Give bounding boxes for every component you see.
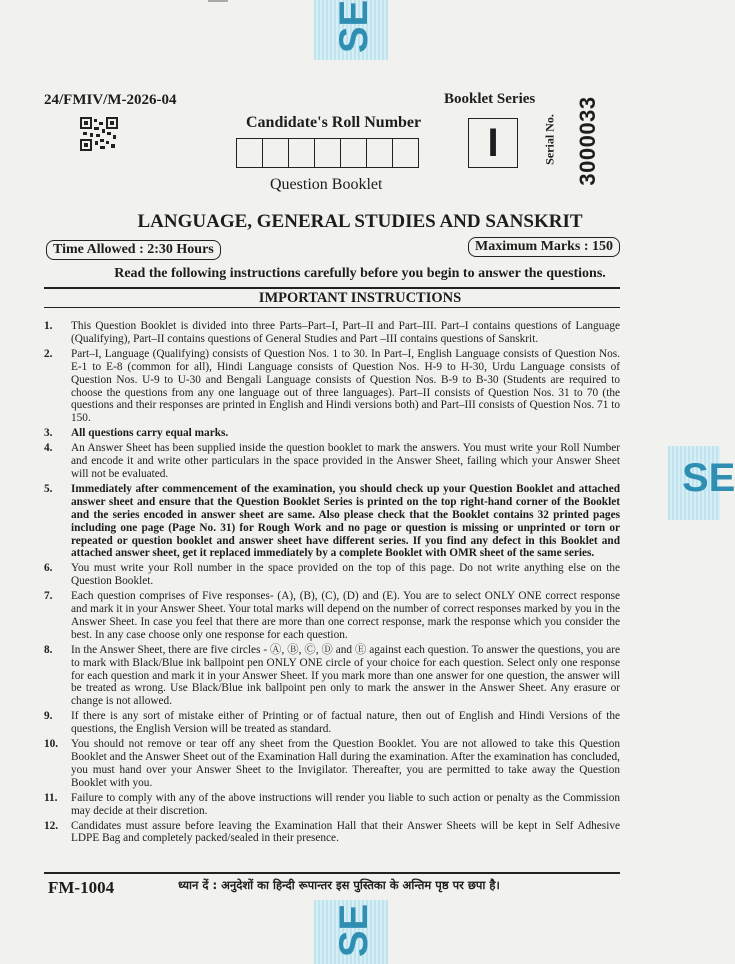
instruction-item: 4. An Answer Sheet has been supplied inside the question booklet to mark the answers. You must write your Roll Number and encode it and write other particulars in the space provided in the Answer Sheet, failing which your Answer Sheet will not be evaluated. xyxy=(44,442,620,480)
instruction-item: 2. Part–I, Language (Qualifying) consists of Question Nos. 1 to 30. In Part–I, English Language consists of Question Nos. E-1 to E-8 (common for all), Hindi Language consists of Question Nos. H-9 to H-30, Urdu Language consists of Question Nos. U-9 to U-30 and Bengali Language consists of Question Nos. B-9 to B-30 (Students are required to choose the questions from any one language out of three languages). Part–II consists of Question Nos. 31 to 70 (the questions and their responses are printed in English and Hindi versions both) and Part–III consists of Question Nos. 71 to 150. xyxy=(44,347,620,425)
roll-digit-box[interactable] xyxy=(341,139,367,167)
important-instructions-title: IMPORTANT INSTRUCTIONS xyxy=(258,290,462,306)
divider xyxy=(44,307,620,308)
instruction-text: Each question comprises of Five responses- (A), (B), (C), (D) and (E). You are to select ONLY ONE correct response and mark it in your Answer Sheet. Your total marks will depend on the number of correct responses marked by you in the Answer Sheet. In case you feel that there are more than one correct response, mark the response which you consider the best. In any case choose only one response for each question. xyxy=(71,590,620,641)
booklet-series-value: I xyxy=(487,120,499,165)
roll-digit-box[interactable] xyxy=(367,139,393,167)
instruction-item: 6. You must write your Roll number in the space provided on the top of this page. Do not write anything else on the Question Booklet. xyxy=(44,562,620,588)
instruction-item: 1. This Question Booklet is divided into three Parts–Part–I, Part–II and Part–III. Part–I contains questions of Language (Qualifying), Part–II contains questions of General Studies and Part –III contains questions of Sanskrit. xyxy=(44,320,620,345)
instruction-item: 8. In the Answer Sheet, there are five circles - Ⓐ, Ⓑ, Ⓒ, Ⓓ and Ⓔ against each question. To answer the questions, you are to mark with Black/Blue ink ballpoint pen ONLY ONE circle of your choice for each question. Select only one response for each question and mark it in your Answer Sheet. If you mark more than one answer for one question, the answer will be treated as wrong. Use Black/Blue ink ballpoint pen only to mark the answer in the Answer Sheet. Any erasure or change is not allowed. xyxy=(44,643,620,708)
instruction-text: An Answer Sheet has been supplied inside the question booklet to mark the answers. You must write your Roll Number and encode it and write other particulars in the space provided in the Answer Sheet, failing which your Answer Sheet will not be evaluated. xyxy=(71,442,620,480)
roll-number-title: Candidate's Roll Number xyxy=(246,114,422,131)
instruction-item: 9. If there is any sort of mistake either of Printing or of factual nature, then out of English and Hindi Versions of the questions, the English Version will be treated as standard. xyxy=(44,710,620,736)
instruction-text: You must write your Roll number in the space provided on the top of this page. Do not write anything else on the Question Booklet. xyxy=(71,562,620,588)
hindi-note: ध्यान दें : अनुदेशों का हिन्दी रूपान्तर इस पुस्तिका के अन्तिम पृष्ठ पर छपा है। xyxy=(178,878,500,892)
instruction-item: 7. Each question comprises of Five responses- (A), (B), (C), (D) and (E). You are to select ONLY ONE correct response and mark it in your Answer Sheet. Your total marks will depend on the number of correct responses marked by you in the Answer Sheet. In case you feel that there are more than one correct response, mark the response which you consider the best. In any case choose only one response for each question. xyxy=(44,590,620,641)
roll-digit-box[interactable] xyxy=(289,139,315,167)
qr-code-icon xyxy=(80,117,118,151)
divider xyxy=(44,872,620,874)
instructions-list xyxy=(44,320,620,847)
instruction-text: Failure to comply with any of the above instructions will render you liable to such action or penalty as the Commission may decide at their discretion. xyxy=(71,791,620,817)
instruction-item: 5. Immediately after commencement of the examination, you should check up your Question Booklet and attached answer sheet and ensure that the Question Booklet Series is printed on the top right-hand corner of the Booklet and the series encoded in answer sheet are same. Also please check that the Booklet contains 32 printed pages including one page (Page No. 31) for Rough Work and no page or question is missing or unprinted or torn or repeated or question booklet and answer sheet have different series. If you find any defect in this Booklet and attached answer sheet, get it replaced immediately by a complete Booklet with OMR sheet of the same series. xyxy=(44,482,620,560)
serial-number: 3000033 xyxy=(575,96,600,186)
roll-digit-box[interactable] xyxy=(237,139,263,167)
instruction-text: If there is any sort of mistake either of Printing or of factual nature, then out of English and Hindi Versions of the questions, the English Version will be treated as standard. xyxy=(71,710,620,736)
instruction-item: 3. All questions carry equal marks. xyxy=(44,427,620,440)
booklet-series-box xyxy=(468,118,518,168)
read-instructions-note: Read the following instructions carefully before you begin to answer the questions. xyxy=(114,266,606,281)
roll-digit-box[interactable] xyxy=(393,139,418,167)
instruction-item: 10. You should not remove or tear off any sheet from the Question Booklet. You are not allowed to take this Question Booklet and the Answer Sheet out of the Examination Hall during the examination. After the examination has concluded, you must hand over your Answer Sheet to the Invigilator. Thereafter, you are permitted to take away the Question Booklet with you. xyxy=(44,738,620,789)
instruction-text: In the Answer Sheet, there are five circles - Ⓐ, Ⓑ, Ⓒ, Ⓓ and Ⓔ against each question. To answer the questions, you are to mark with Black/Blue ink ballpoint pen ONLY ONE circle of your choice for each question. Select only one response for each question and mark it in your Answer Sheet. If you mark more than one answer for one question, the answer will be treated as wrong. Use Black/Blue ink ballpoint pen only to mark the answer in the Answer Sheet. Any erasure or change is not allowed. xyxy=(71,643,620,708)
roll-digit-box[interactable] xyxy=(263,139,289,167)
paper-code: 24/FMIV/M-2026-04 xyxy=(44,92,177,108)
maximum-marks: Maximum Marks : 150 xyxy=(468,237,620,257)
instruction-text: This Question Booklet is divided into three Parts–Part–I, Part–II and Part–III. Part–I contains questions of Language (Qualifying), Part–II contains questions of General Studies and Part –III contains questions of Sanskrit. xyxy=(71,320,620,345)
instruction-text: All questions carry equal marks. xyxy=(71,427,229,440)
booklet-series-label: Booklet Series xyxy=(444,91,536,107)
scan-mark xyxy=(208,0,228,2)
serial-label: Serial No. xyxy=(542,114,557,165)
instruction-item: 11. Failure to comply with any of the above instructions will render you liable to such action or penalty as the Commission may decide at their discretion. xyxy=(44,791,620,817)
roll-digit-box[interactable] xyxy=(315,139,341,167)
page-title: LANGUAGE, GENERAL STUDIES AND SANSKRIT xyxy=(137,211,583,232)
divider xyxy=(44,287,620,289)
seal-bottom: SE xyxy=(314,900,388,964)
time-allowed: Time Allowed : 2:30 Hours xyxy=(46,240,221,260)
instruction-item: 12. Candidates must assure before leaving the Examination Hall that their Answer Sheets will be kept in Self Adhesive LDPE Bag and completely packed/sealed in their presence. xyxy=(44,819,620,845)
instruction-text: Candidates must assure before leaving the Examination Hall that their Answer Sheets will be kept in Self Adhesive LDPE Bag and completely packed/sealed in their presence. xyxy=(71,819,620,845)
roll-number-boxes[interactable] xyxy=(236,138,419,168)
footer-code: FM-1004 xyxy=(48,878,115,897)
instruction-text: You should not remove or tear off any sheet from the Question Booklet. You are not allowed to take this Question Booklet and the Answer Sheet out of the Examination Hall during the examination. After the examination has concluded, you must hand over your Answer Sheet to the Invigilator. Thereafter, you are permitted to take away the Question Booklet with you. xyxy=(71,738,620,789)
instruction-text: Part–I, Language (Qualifying) consists of Question Nos. 1 to 30. In Part–I, English Language consists of Question Nos. E-1 to E-8 (common for all), Hindi Language consists of Question Nos. H-9 to H-30, Urdu Language consists of Question Nos. U-9 to U-30 and Bengali Language consists of Question Nos. B-9 to B-30 (Students are required to choose the questions from any one language out of three languages). Part–II consists of Question Nos. 31 to 70 (the questions and their responses are printed in English and Hindi versions both) and Part–III consists of Question Nos. 71 to 150. xyxy=(71,347,620,425)
seal-top: SE xyxy=(314,0,388,60)
seal-right: SE xyxy=(668,446,720,520)
question-booklet-label: Question Booklet xyxy=(270,176,383,193)
instruction-text: Immediately after commencement of the examination, you should check up your Question Booklet and attached answer sheet and ensure that the Question Booklet Series is printed on the top right-hand corner of the Booklet and the series encoded in answer sheet are same. Also please check that the Booklet contains 32 printed pages including one page (Page No. 31) for Rough Work and no page or question is missing or unprinted or torn or repeated or question booklet and answer sheet have different series. If you find any defect in this Booklet and attached answer sheet, get it replaced immediately by a complete Booklet with OMR sheet of the same series. xyxy=(71,482,620,560)
